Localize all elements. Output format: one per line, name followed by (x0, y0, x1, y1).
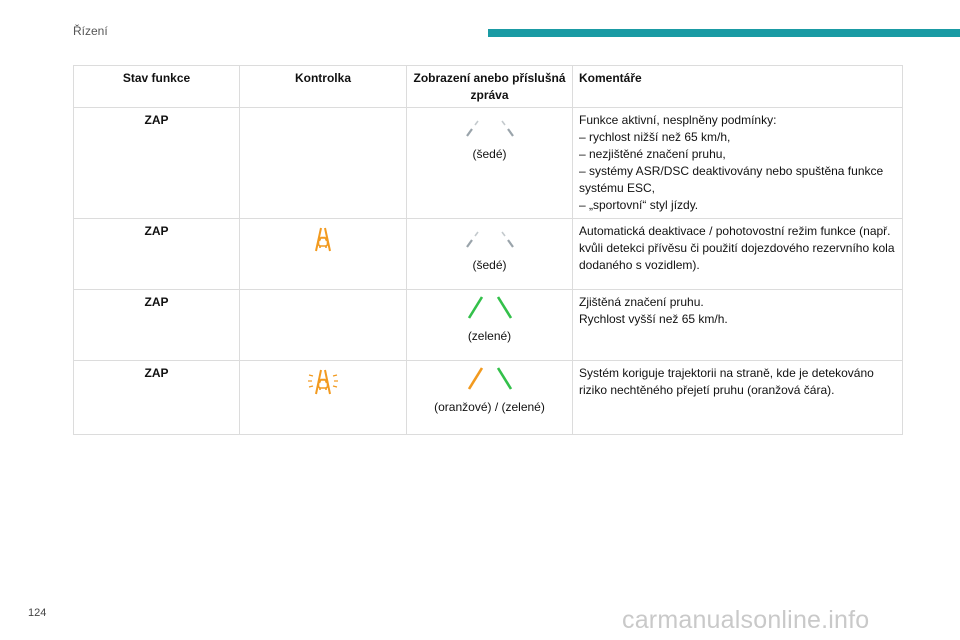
table-header-row (74, 66, 903, 108)
comment-line: – nezjištěné značení pruhu, (579, 147, 726, 161)
comment-line: Automatická deaktivace / pohotovostní režim funkce (např. kvůli detekci přívěsu či použití dojezdového rezervního kola dodaného s vozidlem). (579, 224, 895, 272)
table-row (74, 219, 903, 290)
lamp-cell (240, 361, 407, 435)
lamp-cell (240, 290, 407, 361)
grey-lane-lines-icon (465, 223, 515, 249)
state-cell: ZAP (74, 290, 240, 361)
comment-line: Rychlost vyšší než 65 km/h. (579, 312, 728, 326)
lane-assist-status-table (73, 65, 903, 435)
comment-line: – rychlost nižší než 65 km/h, (579, 130, 731, 144)
orange-green-lane-lines-icon (465, 365, 515, 391)
column-header-display: Zobrazení anebo příslušná zpráva (407, 66, 573, 108)
comment-line: – systémy ASR/DSC deaktivovány nebo spuštěna funkce systému ESC, (579, 164, 884, 195)
display-caption: (šedé) (472, 147, 507, 161)
lamp-cell (240, 108, 407, 219)
display-caption: (oranžové) / (zelené) (434, 400, 545, 414)
display-cell (407, 219, 573, 290)
comment-line: – „sportovní“ styl jízdy. (579, 198, 699, 212)
state-cell: ZAP (74, 219, 240, 290)
grey-lane-lines-icon (465, 112, 515, 138)
table-row (74, 108, 903, 219)
table-row (74, 361, 903, 435)
column-header-lamp: Kontrolka (240, 66, 407, 108)
state-cell: ZAP (74, 361, 240, 435)
comment-cell (573, 361, 903, 435)
display-caption: (šedé) (472, 258, 507, 272)
page-number: 124 (28, 607, 47, 619)
orange-lane-assist-active-icon (306, 365, 340, 397)
lamp-cell (240, 219, 407, 290)
green-lane-lines-icon (465, 294, 515, 320)
section-title: Řízení (73, 24, 108, 38)
display-cell (407, 108, 573, 219)
orange-lane-assist-icon (309, 225, 337, 253)
comment-cell (573, 108, 903, 219)
watermark: carmanualsonline.info (622, 606, 870, 634)
column-header-comment: Komentáře (573, 66, 903, 108)
comment-line: Zjištěná značení pruhu. (579, 295, 704, 309)
comment-line: Funkce aktivní, nesplněny podmínky: (579, 113, 777, 127)
column-header-state: Stav funkce (74, 66, 240, 108)
table-row (74, 290, 903, 361)
comment-cell (573, 219, 903, 290)
comment-line: Systém koriguje trajektorii na straně, kde je detekováno riziko nechtěného přejetí pruhu (oranžová čára). (579, 366, 874, 397)
state-cell: ZAP (74, 108, 240, 219)
comment-cell (573, 290, 903, 361)
header-accent-bar (488, 29, 960, 37)
display-caption: (zelené) (467, 329, 512, 343)
display-cell (407, 361, 573, 435)
display-cell (407, 290, 573, 361)
